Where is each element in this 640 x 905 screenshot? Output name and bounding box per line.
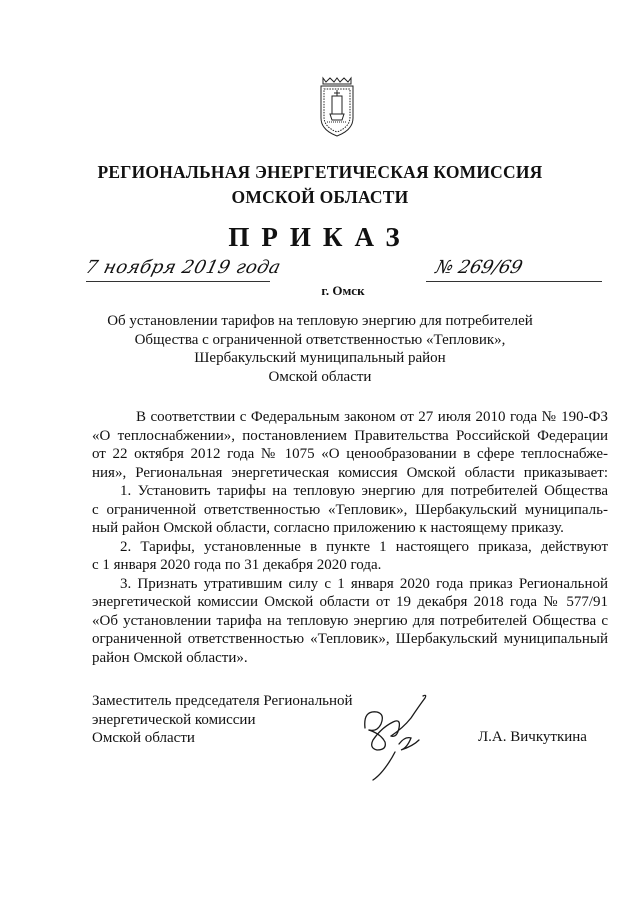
organization-name-line2: ОМСКОЙ ОБЛАСТИ [231,187,409,207]
number-underline [426,281,602,282]
order-subject [0,312,640,386]
body-line: энергетической комиссии Омской области от 19 декабря 2018 года № 577/91 [92,594,608,610]
position-line: Омской области [92,730,195,746]
subject-line: Общества с ограниченной ответственностью «Тепловик», [134,331,506,348]
signatory-name: Л.А. Вичкуткина [478,729,587,745]
body-line: «О теплоснабжении», постановлением Правительства Российской Федерации [92,427,608,444]
body-line: ный район Омской области, согласно приложению к настоящему приказу. [92,520,564,536]
position-line: энергетической комиссии [92,711,256,728]
body-line: район Омской области». [92,649,248,666]
body-line: 2. Тарифы, установленные в пункте 1 настоящего приказа, действуют [120,538,608,555]
handwritten-order-number: № 269/69 [433,257,525,278]
position-line: Заместитель председателя Региональной [92,693,353,709]
body-line: ограниченной ответственностью «Тепловик», Шербакульский муниципальный [92,631,608,647]
city-label: г. Омск [321,283,365,298]
handwritten-date: 7 ноября 2019 года [83,257,284,278]
coat-of-arms-emblem [318,76,356,138]
signatory-position [92,692,353,748]
body-line: 1. Установить тарифы на тепловую энергию для потребителей Общества [120,483,608,499]
body-line: с ограниченной ответственностью «Тепловик», Шербакульский муниципаль- [92,501,608,518]
subject-line: Шербакульский муниципальный район [194,350,446,366]
subject-line: Омской области [268,368,372,385]
date-underline [86,281,270,282]
subject-line: Об установлении тарифов на тепловую энергию для потребителей [107,313,533,329]
body-line: с 1 января 2020 года по 31 декабря 2020 года. [92,557,382,573]
document-type-title: ПРИКАЗ [228,222,412,252]
body-line: «Об установлении тарифа на тепловую энергию для потребителей Общества с [92,612,608,629]
organization-name-line1: РЕГИОНАЛЬНАЯ ЭНЕРГЕТИЧЕСКАЯ КОМИССИЯ [97,162,543,182]
body-line: ния», Региональная энергетическая комиссия Омской области приказывает: [92,464,608,481]
handwritten-signature [355,688,435,783]
order-body [92,408,608,667]
body-line: 3. Признать утратившим силу с 1 января 2020 года приказ Региональной [120,575,608,592]
body-line: от 22 октября 2012 года № 1075 «О ценообразовании в сфере теплоснабже- [92,446,608,462]
body-line: В соответствии с Федеральным законом от 27 июля 2010 года № 190-ФЗ [136,409,608,425]
